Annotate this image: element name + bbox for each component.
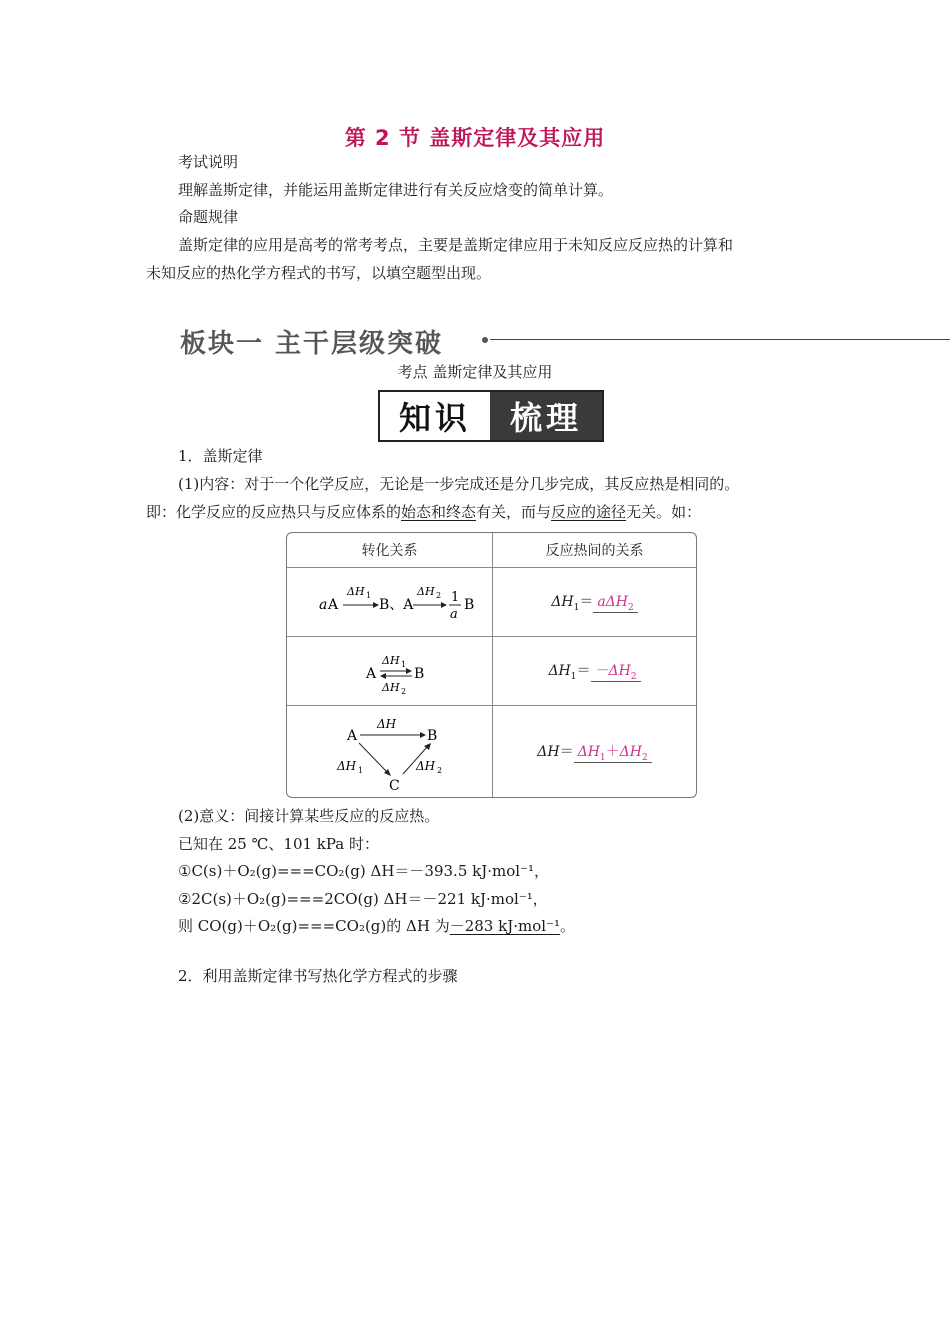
r3-C: C bbox=[388, 778, 400, 794]
item2-heading: 2．利用盖斯定律书写热化学方程式的步骤 bbox=[178, 967, 458, 985]
r2-s1: 1 bbox=[400, 660, 406, 669]
rule-line1: 盖斯定律的应用是高考的常考考点，主要是盖斯定律应用于未知反应反应热的计算和 bbox=[178, 236, 734, 254]
r1-dh1: ΔH bbox=[346, 585, 365, 598]
r1-A: A bbox=[327, 597, 338, 613]
r2-arrowhead-fwd bbox=[406, 668, 412, 674]
r3-lhs: ΔH bbox=[537, 744, 560, 761]
r2-dh2: ΔH bbox=[381, 681, 400, 694]
r2-lhs-sub: 1 bbox=[570, 671, 577, 682]
r3-eq: ＝ bbox=[559, 744, 574, 761]
r1-B2: B bbox=[463, 597, 474, 613]
r3-right-expr bbox=[537, 741, 651, 763]
known-line: 已知在 25 ℃、101 kPa 时： bbox=[178, 835, 380, 853]
ask-pre: 则 CO(g)＋O₂(g)===CO₂(g)的 ΔH 为 bbox=[178, 917, 450, 935]
r1-a: a bbox=[318, 597, 327, 613]
r1-lhs-sub: 1 bbox=[573, 602, 580, 613]
r1-right-expr bbox=[551, 591, 637, 613]
item1-heading: 1．盖斯定律 bbox=[178, 447, 263, 465]
knowledge-right: 梳理 bbox=[490, 392, 602, 440]
table-row-2 bbox=[287, 637, 696, 706]
row1-diagram bbox=[295, 572, 485, 632]
row2-diagram bbox=[330, 641, 450, 701]
r2-A: A bbox=[365, 666, 376, 682]
row3-diagram bbox=[325, 708, 455, 796]
r2-arrowhead-back bbox=[380, 673, 386, 679]
r3-arrow-ac bbox=[359, 743, 387, 772]
section-banner bbox=[180, 323, 850, 357]
r1-eq: ＝ bbox=[579, 594, 594, 611]
r3-s1: 1 bbox=[357, 766, 363, 775]
r3-B: B bbox=[426, 728, 437, 744]
header-right: 反应热间的关系 bbox=[545, 543, 644, 559]
r1-frac-num: 1 bbox=[450, 590, 459, 605]
rule-line2: 未知反应的热化学方程式的书写，以填空题型出现。 bbox=[146, 264, 492, 282]
table-row-3 bbox=[287, 706, 696, 798]
table-header-row bbox=[287, 533, 696, 568]
equation-2: ②2C(s)＋O₂(g)===2CO(g) ΔH＝－221 kJ·mol⁻¹， bbox=[178, 890, 548, 908]
relation-table bbox=[286, 532, 697, 798]
r3-ans2: ΔH bbox=[619, 744, 642, 761]
section-banner-text: 板块一 主干层级突破 bbox=[180, 329, 444, 359]
r1-s1: 1 bbox=[365, 591, 371, 600]
r3-answer bbox=[574, 744, 652, 763]
r2-dh1: ΔH bbox=[381, 654, 400, 667]
r1-ans: aΔH bbox=[597, 594, 628, 611]
ask-post: 。 bbox=[559, 917, 575, 935]
knowledge-left: 知识 bbox=[380, 392, 490, 440]
r3-dh1: ΔH bbox=[336, 759, 356, 773]
r2-B: B bbox=[413, 666, 424, 682]
r1-frac-den: a bbox=[449, 607, 458, 622]
row2-left bbox=[287, 637, 492, 705]
knowledge-box bbox=[378, 390, 604, 442]
r2-right-expr bbox=[548, 660, 640, 682]
row3-left bbox=[287, 706, 492, 798]
rule-heading: 命题规律 bbox=[178, 208, 239, 226]
table-row-1 bbox=[287, 568, 696, 637]
meaning-line: (2)意义：间接计算某些反应的反应热。 bbox=[178, 807, 440, 825]
r3-dh2: ΔH bbox=[415, 759, 435, 773]
r2-answer bbox=[591, 663, 641, 682]
item1-content-b bbox=[146, 502, 701, 522]
r1-B: B、A bbox=[378, 597, 413, 613]
r3-ans1: ΔH bbox=[577, 744, 600, 761]
r3-A: A bbox=[346, 728, 357, 744]
ask-answer: －283 kJ·mol⁻¹ bbox=[449, 917, 560, 935]
r3-s2: 2 bbox=[436, 766, 442, 775]
kaodian-label: 考点 盖斯定律及其应用 bbox=[397, 363, 553, 381]
r1-answer bbox=[593, 594, 637, 613]
content-b-u2: 反应的途径 bbox=[551, 503, 627, 521]
page-title: 第 2 节 盖斯定律及其应用 bbox=[344, 126, 606, 150]
header-left: 转化关系 bbox=[361, 543, 418, 559]
content-b-mid: 有关，而与 bbox=[476, 503, 552, 521]
exam-text: 理解盖斯定律，并能运用盖斯定律进行有关反应焓变的简单计算。 bbox=[178, 181, 614, 199]
r3-dh: ΔH bbox=[376, 717, 396, 731]
banner-dot bbox=[482, 337, 488, 343]
r3-arrowhead-ab bbox=[420, 732, 426, 738]
r2-lhs: ΔH bbox=[548, 663, 571, 680]
ask-line bbox=[178, 916, 575, 936]
row1-left bbox=[287, 568, 492, 636]
r1-dh2: ΔH bbox=[416, 585, 435, 598]
r3-ans1-sub: 1 bbox=[599, 752, 606, 763]
row1-right bbox=[493, 568, 696, 636]
banner-rule bbox=[490, 339, 950, 340]
row2-right bbox=[493, 637, 696, 705]
r2-ans-sub: 2 bbox=[630, 671, 637, 682]
content-b-u1: 始态和终态 bbox=[401, 503, 477, 521]
r1-ans-sub: 2 bbox=[628, 602, 634, 613]
equation-1: ①C(s)＋O₂(g)===CO₂(g) ΔH＝－393.5 kJ·mol⁻¹， bbox=[178, 862, 549, 880]
r2-ans: －ΔH bbox=[594, 663, 631, 680]
r3-plus: ＋ bbox=[605, 744, 620, 761]
r2-s2: 2 bbox=[400, 687, 406, 696]
r1-s2: 2 bbox=[435, 591, 441, 600]
item1-content-a: (1)内容：对于一个化学反应，无论是一步完成还是分几步完成，其反应热是相同的。 bbox=[178, 475, 740, 493]
content-b-pre: 即：化学反应的反应热只与反应体系的 bbox=[146, 503, 402, 521]
exam-heading: 考试说明 bbox=[178, 153, 239, 171]
row3-right bbox=[493, 706, 696, 798]
r2-eq: ＝ bbox=[576, 663, 591, 680]
r1-arrowhead2 bbox=[441, 602, 447, 608]
content-b-post: 无关。如： bbox=[626, 503, 702, 521]
r1-lhs: ΔH bbox=[551, 594, 574, 611]
r3-ans2-sub: 2 bbox=[641, 752, 648, 763]
